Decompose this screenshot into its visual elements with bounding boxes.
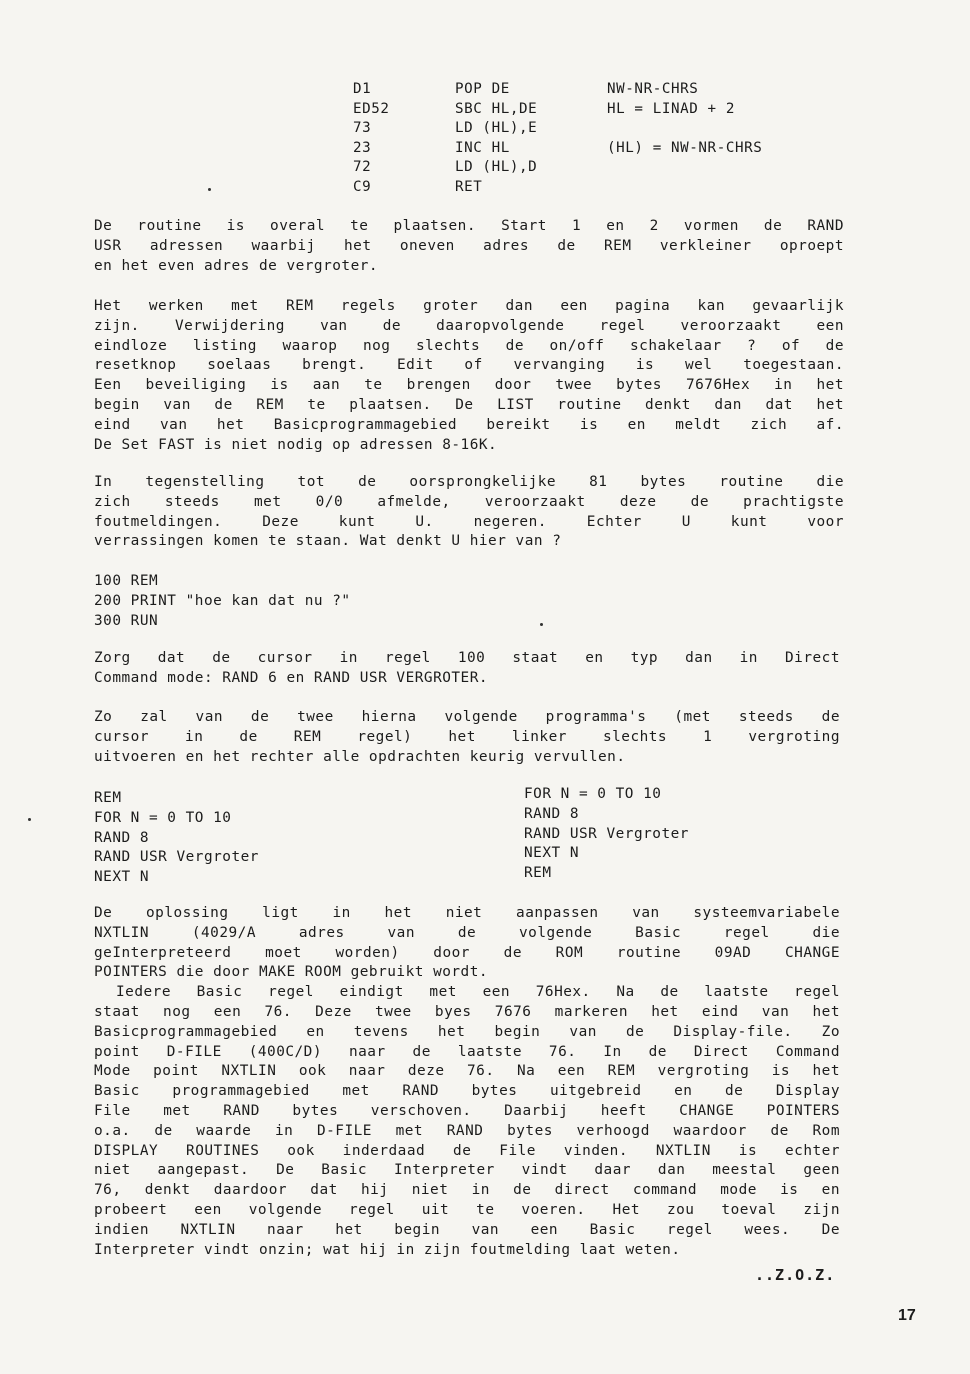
code-line: 100 REM xyxy=(94,573,159,589)
paragraph-solution-nxtlin xyxy=(94,904,840,1260)
text-line: uitvoeren en het rechter alle opdrachten keurig vervullen. xyxy=(94,748,626,765)
text-line: begin van de REM te plaatsen. De LIST routine denkt dan dat het xyxy=(94,396,844,413)
code-line: 200 PRINT "hoe kan dat nu ?" xyxy=(94,592,351,609)
asm-hex: 72 xyxy=(353,159,372,176)
asm-hex: ED52 xyxy=(353,100,390,117)
ink-speck xyxy=(540,623,543,626)
code-line: RAND USR Vergroter xyxy=(94,849,259,866)
asm-comment: (HL) = NW-NR-CHRS xyxy=(607,139,763,156)
text-line: zich steeds met 0/0 afmelde, veroorzaakt deze de prachtigste xyxy=(94,493,844,510)
text-line: File met RAND bytes verschoven. Daarbij heeft CHANGE POINTERS xyxy=(94,1102,840,1119)
text-line: DISPLAY ROUTINES ook inderdaad de File vinden. NXTLIN is echter xyxy=(94,1142,840,1159)
left-program-listing xyxy=(94,789,259,888)
text-line: o.a. de waarde in D-FILE met RAND bytes verhoogd waardoor de Rom xyxy=(94,1122,840,1139)
text-line: Basic programmagebied met RAND bytes uitgebreid en de Display xyxy=(94,1083,840,1100)
right-program-listing xyxy=(524,785,689,884)
text-line: verrassingen komen te staan. Wat denkt U hier van ? xyxy=(94,533,562,550)
asm-hex: D1 xyxy=(353,81,372,97)
paragraph-two-programs xyxy=(94,708,840,767)
code-line: RAND USR Vergroter xyxy=(524,825,689,842)
basic-program-example xyxy=(94,572,351,631)
code-line: FOR N = 0 TO 10 xyxy=(524,786,662,802)
code-line: REM xyxy=(524,865,552,882)
text-line: probeert een volgende regel uit te voeren. Het zou toeval zijn xyxy=(94,1201,840,1218)
text-line: Basicprogrammagebied en tevens het begin van de Display-file. Zo xyxy=(94,1023,840,1040)
asm-comment: HL = LINAD + 2 xyxy=(607,100,735,117)
asm-instr: POP DE xyxy=(455,81,510,97)
text-line: zijn. Verwijdering van de daaropvolgende regel veroorzaakt een xyxy=(94,317,844,334)
text-line: foutmeldingen. Deze kunt U. negeren. Echter U kunt voor xyxy=(94,513,844,530)
code-line: RAND 8 xyxy=(94,829,149,846)
text-line: niet aangepast. De Basic Interpreter vindt daar dan meestal geen xyxy=(94,1162,840,1179)
text-line: cursor in de REM regel) het linker slechts 1 vergroting xyxy=(94,728,840,745)
text-line: staat nog een 76. Deze twee byes 7676 markeren het eind van het xyxy=(94,1003,840,1020)
ink-speck xyxy=(208,188,211,191)
asm-instr: LD (HL),E xyxy=(455,120,538,137)
text-line: Iedere Basic regel eindigt met een 76Hex. Na de laatste regel xyxy=(116,984,840,1001)
text-line: 76, denkt daardoor dat hij niet in de direct command mode is en xyxy=(94,1182,840,1199)
paragraph-error-messages xyxy=(94,473,844,552)
text-line: Het werken met REM regels groter dan een pagina kan gevaarlijk xyxy=(94,298,844,314)
asm-hex: 73 xyxy=(353,120,372,137)
asm-comment: NW-NR-CHRS xyxy=(607,81,699,97)
text-line: De routine is overal te plaatsen. Start 1 en 2 vormen de RAND xyxy=(94,218,844,234)
code-line: REM xyxy=(94,790,122,806)
text-line: indien NXTLIN naar het begin van een Basic regel wees. De xyxy=(94,1221,840,1238)
paragraph-rand-usr xyxy=(94,217,844,276)
asm-instr: SBC HL,DE xyxy=(455,100,538,117)
text-line: In tegenstelling tot de oorsprongkelijke 81 bytes routine die xyxy=(94,474,844,490)
text-line: USR adressen waarbij het oneven adres de REM verkleiner oproept xyxy=(94,237,844,254)
text-line: eindloze listing waarop nog slechts de on/off schakelaar ? of de xyxy=(94,337,844,354)
page-number: 17 xyxy=(898,1307,916,1324)
text-line: Command mode: RAND 6 en RAND USR VERGROTER. xyxy=(94,669,489,686)
asm-hex: C9 xyxy=(353,179,372,195)
text-line: Interpreter vindt onzin; wat hij in zijn foutmelding laat weten. xyxy=(94,1241,681,1258)
text-line: Mode point NXTLIN ook naar deze 76. Na een REM vergroting is het xyxy=(94,1063,840,1080)
asm-instr: LD (HL),D xyxy=(455,159,538,176)
asm-instr: INC HL xyxy=(455,139,510,156)
ink-speck xyxy=(28,818,31,821)
text-line: geInterpreteerd moet worden) door de ROM routine 09AD CHANGE xyxy=(94,944,840,961)
code-line: FOR N = 0 TO 10 xyxy=(94,809,232,826)
paragraph-rem-warning xyxy=(94,297,844,455)
text-line: POINTERS die door MAKE ROOM gebruikt wordt. xyxy=(94,964,489,981)
continued-marker: ..Z.O.Z. xyxy=(755,1266,836,1284)
paragraph-cursor-instructions xyxy=(94,649,840,689)
text-line: Zo zal van de twee hierna volgende programma's (met steeds de xyxy=(94,709,840,725)
text-line: NXTLIN (4029/A adres van de volgende Basic regel die xyxy=(94,924,840,941)
text-line: resetknop soelaas brengt. Edit of vervanging is wel toegestaan. xyxy=(94,357,844,374)
text-line: De oplossing ligt in het niet aanpassen van systeemvariabele xyxy=(94,905,840,921)
code-line: RAND 8 xyxy=(524,805,579,822)
text-line: en het even adres de vergroter. xyxy=(94,257,379,274)
asm-instr: RET xyxy=(455,179,483,195)
text-line: De Set FAST is niet nodig op adressen 8-16K. xyxy=(94,436,498,453)
text-line: Zorg dat de cursor in regel 100 staat en typ dan in Direct xyxy=(94,650,840,666)
code-line: NEXT N xyxy=(94,869,149,886)
text-line: eind van het Basicprogrammagebied bereikt is en meldt zich af. xyxy=(94,416,844,433)
text-line: Een beveiliging is aan te brengen door twee bytes 7676Hex in het xyxy=(94,377,844,394)
asm-hex: 23 xyxy=(353,139,372,156)
text-line: point D-FILE (400C/D) naar de laatste 76. In de Direct Command xyxy=(94,1043,840,1060)
code-line: 300 RUN xyxy=(94,612,159,629)
code-line: NEXT N xyxy=(524,845,579,862)
